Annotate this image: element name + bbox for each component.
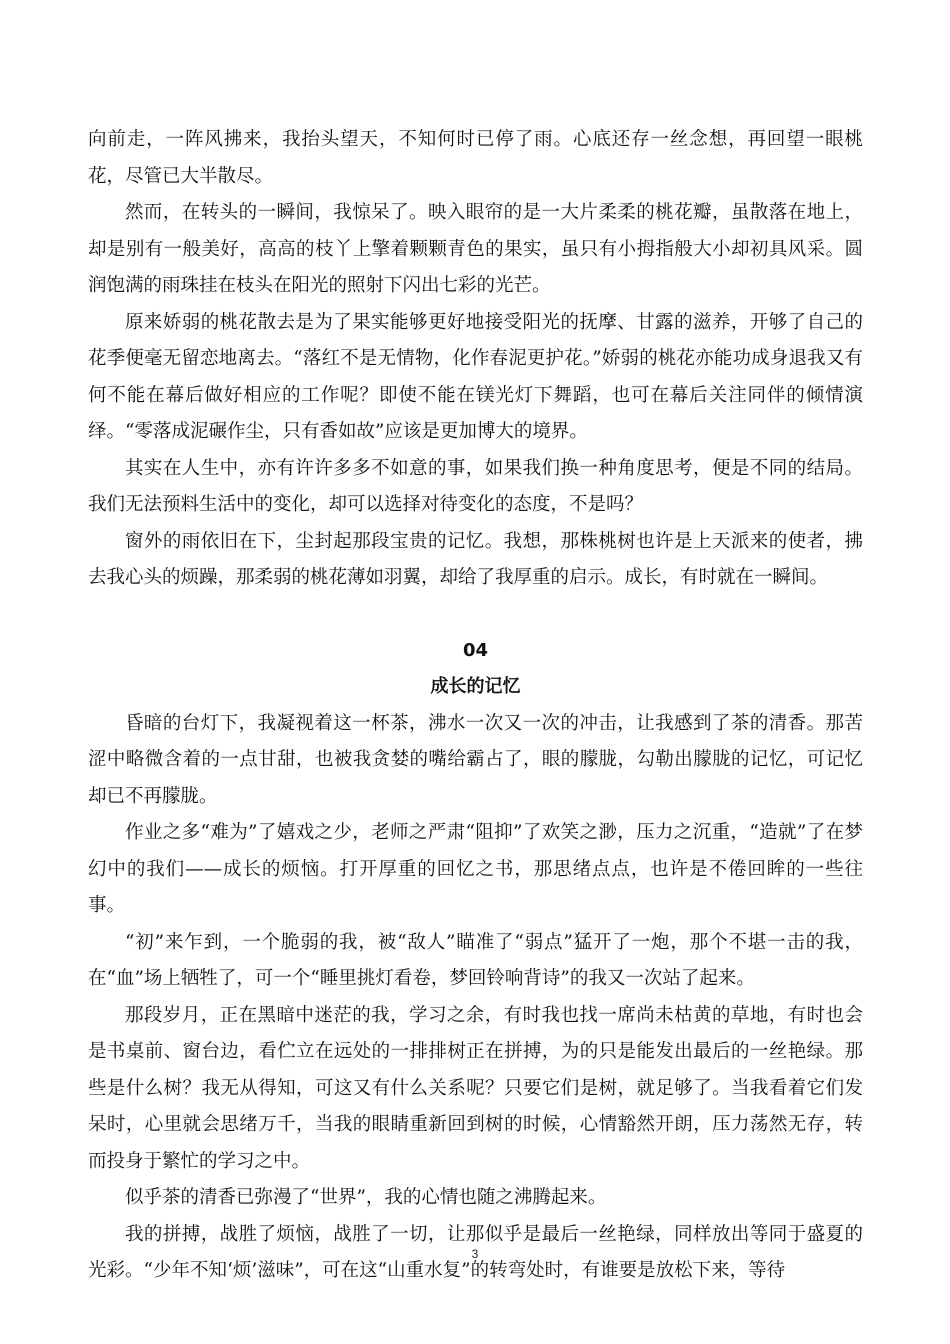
paragraph: 原来娇弱的桃花散去是为了果实能够更好地接受阳光的抚摩、甘露的滋养，开够了自己的花季便毫无留恋地离去。“落红不是无情物，化作春泥更护花。”娇弱的桃花亦能功成身退我又有何不能在幕后做好相应的工作呢？即使不能在镁光灯下舞蹈，也可在幕后关注同伴的倾情演绎。“零落成泥碾作尘，只有香如故”应该是更加博大的境界。 (88, 311, 863, 442)
paragraph: 其实在人生中，亦有许许多多不如意的事，如果我们换一种角度思考，便是不同的结局。我们无法预料生活中的变化，却可以选择对待变化的态度，不是吗？ (88, 457, 863, 515)
paragraph: 昏暗的台灯下，我凝视着这一杯茶，沸水一次又一次的冲击，让我感到了茶的清香。那苦涩中略微含着的一点甘甜，也被我贪婪的嘴给霸占了，眼的朦胧，勾勒出朦胧的记忆，可记忆却已不再朦胧。 (88, 712, 863, 807)
paragraph: 作业之多“难为”了嬉戏之少，老师之严肃“阻抑”了欢笑之渺，压力之沉重，“造就”了在梦幻中的我们——成长的烦恼。打开厚重的回忆之书，那思绪点点，也许是不倦回眸的一些往事。 (88, 822, 863, 916)
paragraph: 向前走，一阵风拂来，我抬头望天，不知何时已停了雨。心底还存一丝念想，再回望一眼桃花，尽管已大半散尽。 (88, 129, 863, 187)
paragraph: 我的拼搏，战胜了烦恼，战胜了一切，让那似乎是最后一丝艳绿，同样放出等同于盛夏的光彩。“少年不知‘烦’滋味”，可在这“山重水复”的转弯处时，有谁要是放松下来，等待 (88, 1223, 863, 1281)
paragraph: 窗外的雨依旧在下，尘封起那段宝贵的记忆。我想，那株桃树也许是上天派来的使者，拂去我心头的烦躁，那柔弱的桃花薄如羽翼，却给了我厚重的启示。成长，有时就在一瞬间。 (88, 530, 863, 588)
paragraph: 然而，在转头的一瞬间，我惊呆了。映入眼帘的是一大片柔柔的桃花瓣，虽散落在地上，却是别有一般美好，高高的枝丫上擎着颗颗青色的果实，虽只有小拇指般大小却初具风采。圆润饱满的雨珠挂在枝头在阳光的照射下闪出七彩的光芒。 (88, 202, 863, 296)
section-gap (88, 597, 863, 633)
section-title: 成长的记忆 (430, 676, 521, 697)
paragraph: “初”来乍到，一个脆弱的我，被“敌人”瞄准了“弱点”猛开了一炮，那个不堪一击的我，在“血”场上牺牲了，可一个“睡里挑灯看卷，梦回铃响背诗”的我又一次站了起来。 (88, 931, 863, 989)
paragraph: 似乎茶的清香已弥漫了“世界”，我的心情也随之沸腾起来。 (125, 1187, 607, 1208)
page-number: 3 (471, 1247, 479, 1261)
section-number: 04 (462, 639, 489, 661)
page-content (88, 122, 863, 1290)
paragraph: 那段岁月，正在黑暗中迷茫的我，学习之余，有时我也找一席尚未枯黄的草地，有时也会是书桌前、窗台边，看伫立在远处的一排排树正在拼搏，为的只是能发出最后的一丝艳绿。那些是什么树？我无从得知，可这又有什么关系呢？只要它们是树，就足够了。当我看着它们发呆时，心里就会思绪万千，当我的眼睛重新回到树的时候，心情豁然开朗，压力荡然无存，转而投身于繁忙的学习之中。 (88, 1004, 863, 1172)
